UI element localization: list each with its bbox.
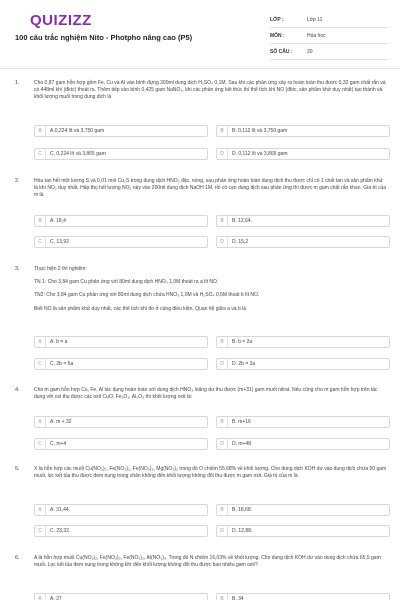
option-text: D. m+48	[232, 441, 252, 447]
option-text: A. 31,44.	[50, 507, 71, 513]
question-body	[34, 266, 387, 313]
meta-value: Lớp 11	[307, 16, 323, 23]
option-d[interactable]	[216, 525, 390, 537]
option-d[interactable]	[216, 236, 390, 248]
meta-value: Hóa học	[307, 32, 326, 39]
question-number: 3.	[15, 266, 20, 272]
option-text: A. 18,4	[50, 218, 66, 224]
option-text: C. 23,32.	[50, 528, 71, 534]
option-letter: A	[35, 417, 46, 427]
question-sub-2: TN2: Cho 3,84 gam Cu phản ứng với 80ml dung dịch chứa HNO₃ 1,0M và H₂SO₄ 0,5M thoát b lít NO.	[34, 292, 260, 299]
question-text: Cho 0,87 gam hỗn hợp gồm Fe, Cu và Al vào bình đựng 300ml dung dịch H₂SO₄ 0,1M. Sau khi các phản ứng xảy ra hoàn toàn thu được 0,32 gam chất rắn và có 448ml khí (đktc) thoát ra. Thêm tiếp vào bình 0,425 gam NaNO₃, khi các phản ứng kết thúc thì thể tích khí NO (đktc, sản phẩm khử duy nhất) tạo thành và khối lượng muối trong dung dịch là	[34, 80, 386, 101]
option-text: A. b = a	[50, 339, 68, 345]
header: QUIZIZZ 100 câu trắc nghiệm Nito - Photpho nâng cao (P5) LỚP : Lớp 11 MÔN : Hóa học SỐ CÂU : 20	[0, 0, 400, 66]
option-c[interactable]	[34, 438, 208, 450]
question-number: 5.	[15, 466, 20, 472]
option-letter: D	[217, 237, 228, 247]
question-text: Thực hiện 2 thí nghiệm:	[34, 266, 87, 272]
option-letter: A	[35, 594, 46, 600]
option-text: C. 0,224 lít và 3,865 gam	[50, 151, 106, 157]
option-text: A.0,224 lít và 3,750 gam	[50, 128, 105, 134]
option-text: B. 0,112 lít và 3,750 gam	[232, 128, 288, 134]
option-letter: C	[35, 359, 46, 369]
option-text: B. 34	[232, 596, 244, 600]
meta-label: MÔN :	[270, 32, 285, 39]
option-text: D. 12,88.	[232, 528, 253, 534]
question-body	[34, 466, 387, 480]
option-a[interactable]	[34, 593, 208, 600]
option-letter: C	[35, 526, 46, 536]
option-c[interactable]	[34, 148, 208, 160]
meta-value: 20	[307, 48, 313, 55]
option-letter: A	[35, 216, 46, 226]
question-number: 1.	[15, 80, 20, 86]
option-text: B. 18,68.	[232, 507, 253, 513]
option-text: D. 15,2	[232, 239, 249, 245]
option-letter: B	[217, 126, 228, 136]
question-text: Cho m gam hỗn hợp Cu, Fe, Al tác dụng hoàn toàn với dung dịch HNO₃ loãng dư thu được (m+31) gam muối nitrat. Nếu cũng cho m gam hỗn hợp trên tác dụng với oxi thu được các oxit CuO, Fe₂O₃, Al₂O₃ thì khối lượng oxit là:	[34, 387, 378, 401]
option-letter: B	[217, 505, 228, 515]
question-sub-3: Biết NO là sản phẩm khử duy nhất, các thể tích khí đo ở cùng điều kiện. Quan hệ giữa a và b là	[34, 305, 247, 312]
question-body	[34, 387, 387, 401]
option-text: C. 2b = 5a	[50, 361, 74, 367]
option-a[interactable]	[34, 215, 208, 227]
option-c[interactable]	[34, 358, 208, 370]
option-letter: D	[217, 149, 228, 159]
question-number: 6.	[15, 555, 20, 561]
option-a[interactable]	[34, 504, 208, 516]
meta-row-count	[270, 44, 388, 60]
question-body	[34, 555, 387, 569]
option-text: A. 27	[50, 596, 62, 600]
question-number: 4.	[15, 387, 20, 393]
page-title: 100 câu trắc nghiệm Nito - Photpho nâng cao (P5)	[15, 33, 193, 42]
question-body	[34, 80, 387, 102]
option-b[interactable]	[216, 593, 390, 600]
option-text: C. 13,92	[50, 239, 69, 245]
question-text: A là hỗn hợp muối Cu(NO₃)₂, Fe(NO₃)₃, Fe(NO₃)₂, Al(NO₃)₃. Trong đó N chiếm 16,03% về khối lượng. Cho dung dịch KOH dư vào dung dịch chứa 65,5 gam muối. Lọc kết tủa đem nung trong không khí đến khối lượng không đổi thu được bao nhiêu gam oxit?	[34, 555, 381, 569]
meta-info	[270, 12, 388, 60]
option-a[interactable]	[34, 336, 208, 348]
question-body	[34, 178, 387, 200]
option-letter: C	[35, 149, 46, 159]
option-letter: B	[217, 417, 228, 427]
option-letter: A	[35, 337, 46, 347]
option-text: A. m + 32	[50, 419, 72, 425]
option-text: C. m+4	[50, 441, 67, 447]
question-sub-1: TN 1: Cho 3,84 gam Cu phản ứng với 80ml dung dịch HNO₃ 1,0M thoát ra a lít NO.	[34, 279, 219, 286]
option-a[interactable]	[34, 416, 208, 428]
question-text: Hòa tan hết một lượng S và 0,01 mol Cu₂S trong dung dịch HNO₃ đặc, nóng, sau phản ứng hoàn toàn dung dịch thu được chỉ có 1 chất tan và sản phẩm khử là khí NO₂ duy nhất. Hấp thụ hết lượng NO₂ này vào 200ml dung dịch NaOH 1M, rồi cô cạn dung dịch sau phản ứng thì được m gam chất rắn khan. Giá trị của m là	[34, 178, 387, 199]
option-b[interactable]	[216, 215, 390, 227]
option-d[interactable]	[216, 358, 390, 370]
header-divider	[0, 68, 400, 69]
option-c[interactable]	[34, 236, 208, 248]
option-text: B. b = 2a	[232, 339, 253, 345]
option-letter: D	[217, 526, 228, 536]
option-letter: D	[217, 359, 228, 369]
option-b[interactable]	[216, 504, 390, 516]
meta-label: LỚP :	[270, 16, 284, 23]
option-text: D. 0,112 lít và 3,865 gam	[232, 151, 288, 157]
option-letter: D	[217, 439, 228, 449]
option-d[interactable]	[216, 438, 390, 450]
option-text: B. 12,64.	[232, 218, 253, 224]
option-b[interactable]	[216, 416, 390, 428]
option-letter: B	[217, 216, 228, 226]
option-d[interactable]	[216, 148, 390, 160]
option-letter: B	[217, 337, 228, 347]
meta-label: SỐ CÂU :	[270, 48, 293, 55]
question-text: X là hỗn hợp các muối Cu(NO₃)₂, Fe(NO₃)₂, Fe(NO₃)₃, Mg(NO₃)₂ trong đó O chiếm 55,68% về khối lượng. Cho dung dịch KOH dư vào dung dịch chứa 50 gam muối, lọc kết tủa thu được đem nung trong chân không đến khối lượng không đổi thu được m gam oxit. Giá trị của m là	[34, 466, 387, 480]
option-letter: B	[217, 594, 228, 600]
question-number: 2.	[15, 178, 20, 184]
option-a[interactable]	[34, 125, 208, 137]
option-letter: C	[35, 439, 46, 449]
option-letter: C	[35, 237, 46, 247]
option-letter: A	[35, 126, 46, 136]
meta-row-class	[270, 12, 388, 28]
option-text: D. 2b = 3a	[232, 361, 256, 367]
option-text: B. m+16	[232, 419, 251, 425]
option-c[interactable]	[34, 525, 208, 537]
option-letter: A	[35, 505, 46, 515]
option-b[interactable]	[216, 125, 390, 137]
option-b[interactable]	[216, 336, 390, 348]
meta-row-subject	[270, 28, 388, 44]
